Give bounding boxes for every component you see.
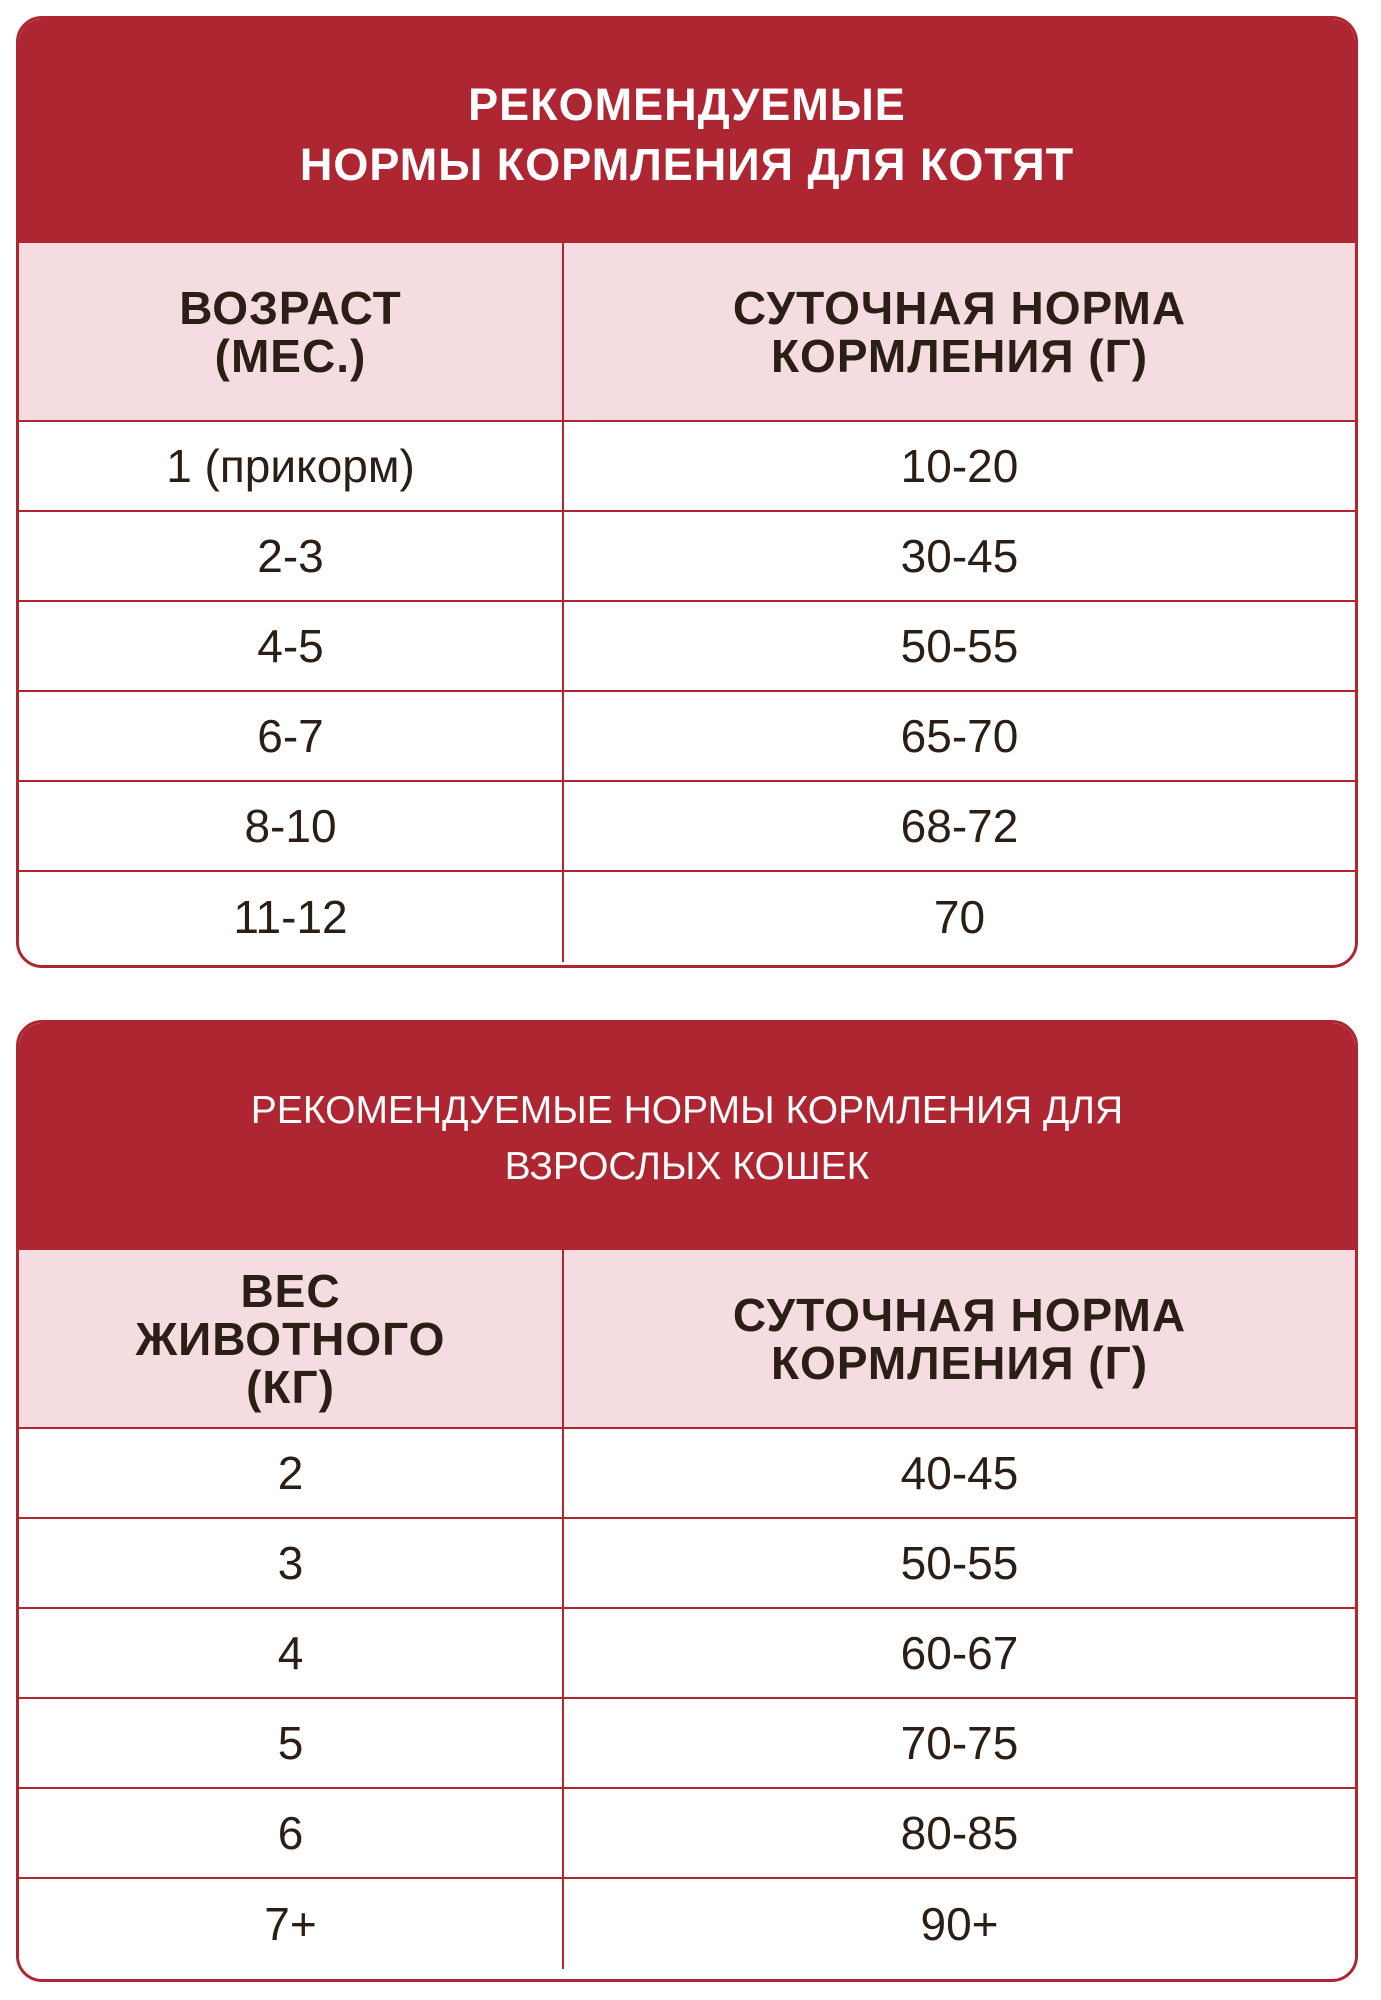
adults-rows — [19, 1429, 1355, 1969]
age-cell: 1 (прикорм) — [19, 422, 564, 510]
table-row — [19, 782, 1355, 872]
table-row — [19, 1429, 1355, 1519]
norm-cell: 30-45 — [900, 530, 1019, 582]
norm-cell: 80-85 — [900, 1807, 1019, 1859]
kittens-header-daily-norm — [564, 243, 1355, 420]
adults-header-daily-norm — [564, 1250, 1355, 1427]
kittens-header-age-line1: ВОЗРАСТ — [179, 281, 402, 334]
adult-cats-feeding-table — [16, 1020, 1358, 1982]
kittens-header-age — [19, 243, 564, 420]
norm-cell: 65-70 — [900, 710, 1019, 762]
weight-cell: 4 — [19, 1609, 564, 1697]
kittens-header-age-line2: (МЕС.) — [214, 329, 367, 382]
age-cell: 11-12 — [19, 872, 564, 962]
kittens-header-norm-line2: КОРМЛЕНИЯ (Г) — [770, 329, 1149, 382]
table-row — [19, 692, 1355, 782]
age-cell: 2-3 — [19, 512, 564, 600]
age-cell: 8-10 — [19, 782, 564, 870]
norm-cell: 68-72 — [900, 800, 1019, 852]
table-row — [19, 872, 1355, 962]
adults-header-weight — [19, 1250, 564, 1427]
table-row — [19, 602, 1355, 692]
adults-header-norm-line2: КОРМЛЕНИЯ (Г) — [770, 1336, 1149, 1389]
table-row — [19, 1879, 1355, 1969]
adults-header-row — [19, 1250, 1355, 1429]
age-cell: 4-5 — [19, 602, 564, 690]
norm-cell: 50-55 — [900, 620, 1019, 672]
norm-cell: 70-75 — [900, 1717, 1019, 1769]
kittens-rows — [19, 422, 1355, 962]
table-row — [19, 422, 1355, 512]
weight-cell: 5 — [19, 1699, 564, 1787]
adults-header-weight-line1: ВЕС — [240, 1264, 341, 1317]
table-row — [19, 1699, 1355, 1789]
table-row — [19, 512, 1355, 602]
table-row — [19, 1789, 1355, 1879]
adults-header-weight-line2: ЖИВОТНОГО — [135, 1312, 446, 1365]
adults-header-weight-line3: (КГ) — [246, 1360, 335, 1413]
norm-cell: 10-20 — [900, 440, 1019, 492]
adults-header-norm-line1: СУТОЧНАЯ НОРМА — [732, 1288, 1187, 1341]
kittens-table-title — [19, 19, 1355, 243]
kittens-header-norm-line1: СУТОЧНАЯ НОРМА — [732, 281, 1187, 334]
table-row — [19, 1609, 1355, 1699]
weight-cell: 2 — [19, 1429, 564, 1517]
kittens-feeding-table — [16, 16, 1358, 968]
weight-cell: 6 — [19, 1789, 564, 1877]
norm-cell: 40-45 — [900, 1447, 1019, 1499]
kittens-title-line1: РЕКОМЕНДУЕМЫЕ — [468, 79, 906, 130]
adults-title-line2: ВЗРОСЛЫХ КОШЕК — [504, 1144, 870, 1188]
weight-cell: 3 — [19, 1519, 564, 1607]
adults-table-title — [19, 1023, 1355, 1250]
norm-cell: 60-67 — [900, 1627, 1019, 1679]
kittens-header-row — [19, 243, 1355, 422]
table-row — [19, 1519, 1355, 1609]
age-cell: 6-7 — [19, 692, 564, 780]
weight-cell: 7+ — [19, 1879, 564, 1969]
norm-cell: 50-55 — [900, 1537, 1019, 1589]
adults-title-line1: РЕКОМЕНДУЕМЫЕ НОРМЫ КОРМЛЕНИЯ ДЛЯ — [250, 1088, 1124, 1132]
norm-cell: 70 — [933, 891, 986, 943]
kittens-title-line2: НОРМЫ КОРМЛЕНИЯ ДЛЯ КОТЯТ — [299, 139, 1075, 190]
norm-cell: 90+ — [920, 1898, 999, 1950]
